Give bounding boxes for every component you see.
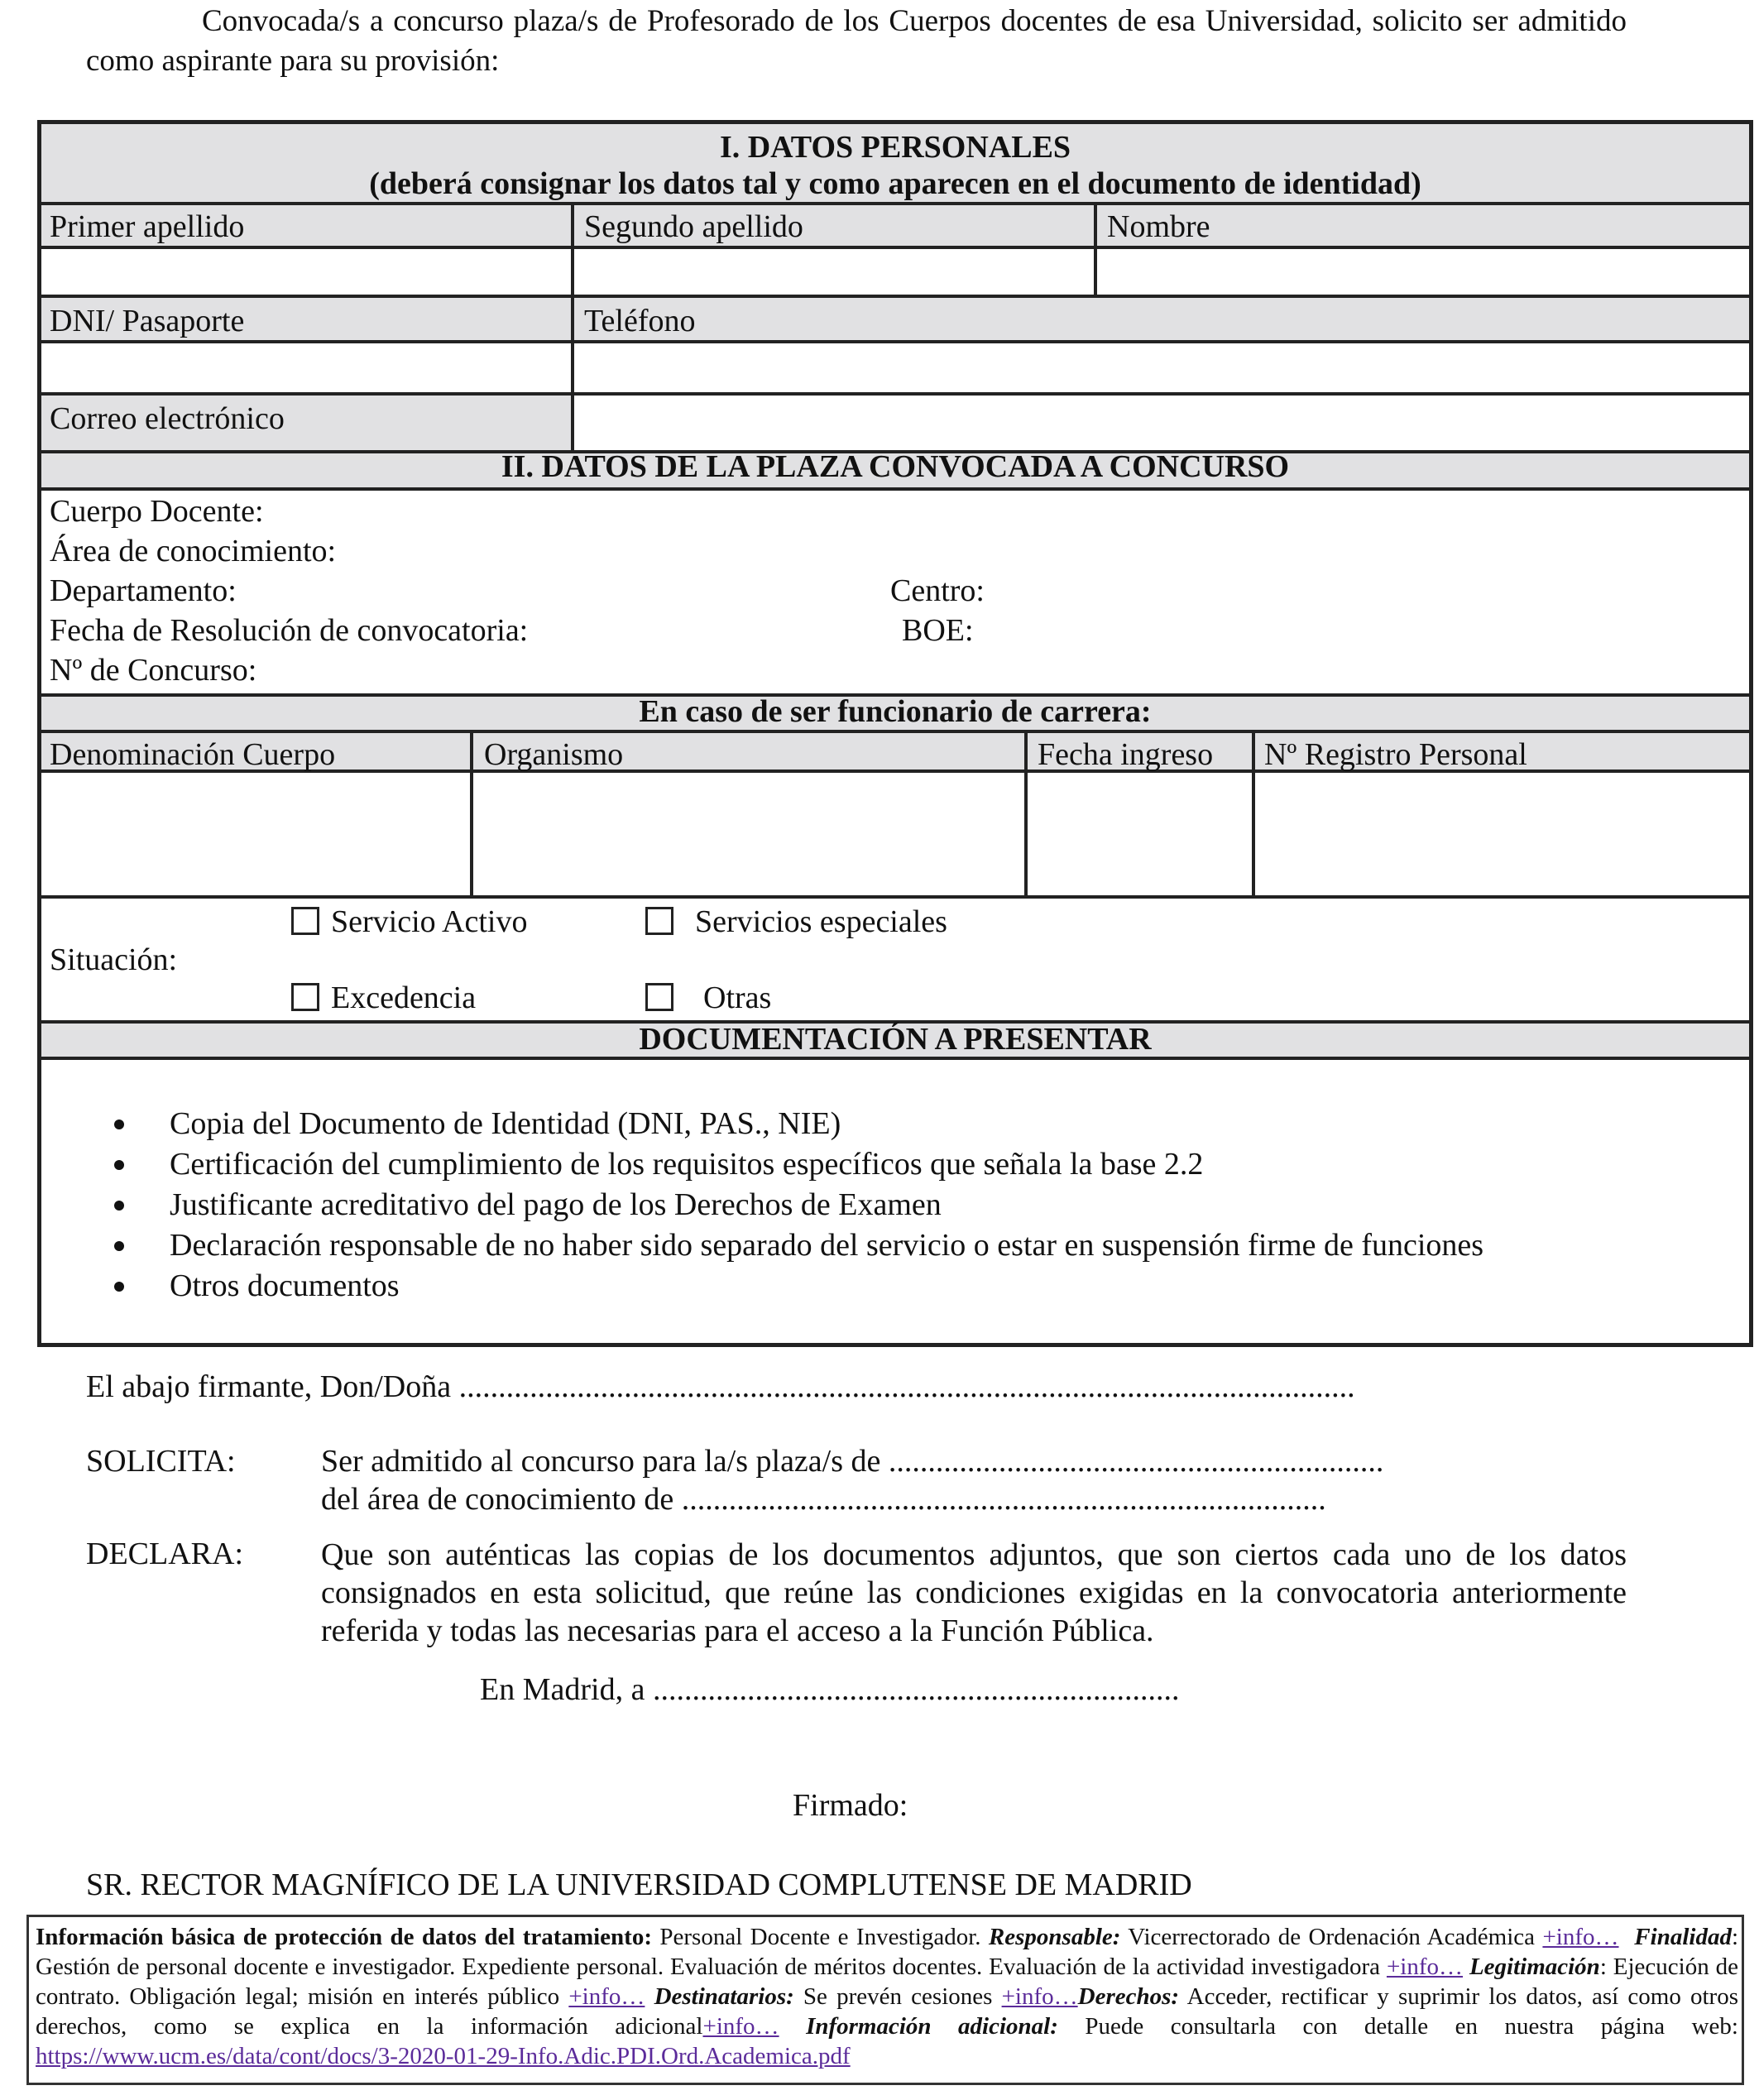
privacy-text-part: Puede consultarla con detalle en nuestra página web:	[1057, 2013, 1738, 2040]
label-telefono: Teléfono	[584, 304, 696, 338]
doc-item: Copia del Documento de Identidad (DNI, PAS., NIE)	[170, 1106, 841, 1141]
label-fecha-ingreso: Fecha ingreso	[1038, 737, 1214, 772]
en-madrid-line: En Madrid, a ...................................................................	[480, 1672, 1180, 1707]
otras-checkbox[interactable]	[645, 983, 673, 1011]
privacy-text	[36, 1922, 1738, 2071]
responsable-label: Responsable:	[988, 1924, 1121, 1950]
declara-label: DECLARA:	[86, 1537, 243, 1571]
nombre-field[interactable]	[1097, 248, 1749, 295]
privacy-text-part: : Gestión de personal docente e investigador. Expediente personal. Evaluación de méritos docentes. Evaluación de la actividad investigadora	[36, 1924, 1739, 1980]
servicio-activo-label: Servicio Activo	[331, 904, 528, 939]
segundo-apellido-field[interactable]	[574, 248, 1094, 295]
label-departamento: Departamento:	[50, 573, 237, 608]
application-form	[37, 120, 1753, 1347]
privacy-info-box	[26, 1915, 1744, 2085]
finalidad-label: Finalidad	[1634, 1924, 1732, 1950]
info-link[interactable]: +info…	[1542, 1924, 1619, 1950]
info-link[interactable]: +info…	[1386, 1954, 1464, 1980]
solicita-line-2: del área de conocimiento de ..................................................................................	[321, 1482, 1326, 1517]
label-area-conocimiento: Área de conocimiento:	[50, 534, 337, 568]
info-link[interactable]: +info…	[702, 2013, 779, 2040]
destinatarios-label: Destinatarios:	[654, 1983, 794, 2010]
fecha-ingreso-field[interactable]	[1028, 773, 1252, 895]
label-boe: BOE:	[902, 613, 974, 648]
excedencia-label: Excedencia	[331, 980, 477, 1015]
servicio-activo-checkbox[interactable]	[291, 907, 319, 935]
doc-item: Declaración responsable de no haber sido separado del servicio o estar en suspensión firme de funciones	[170, 1228, 1484, 1263]
section2-title: II. DATOS DE LA PLAZA CONVOCADA A CONCURSO	[501, 449, 1290, 484]
registro-personal-field[interactable]	[1255, 773, 1749, 895]
label-primer-apellido: Primer apellido	[50, 209, 245, 244]
firmante-line: El abajo firmante, Don/Doña ..................................................................................................................	[86, 1369, 1355, 1404]
bullet-icon	[114, 1282, 124, 1292]
solicita-label: SOLICITA:	[86, 1444, 236, 1479]
doc-item: Otros documentos	[170, 1268, 400, 1303]
excedencia-checkbox[interactable]	[291, 983, 319, 1011]
primer-apellido-field[interactable]	[41, 248, 571, 295]
privacy-text-part: Se prevén cesiones	[793, 1983, 1002, 2010]
section1-title: I. DATOS PERSONALES	[719, 130, 1071, 165]
label-nombre: Nombre	[1107, 209, 1210, 244]
bullet-icon	[114, 1160, 124, 1170]
documentacion-title: DOCUMENTACIÓN A PRESENTAR	[639, 1022, 1152, 1057]
privacy-text-part: Vicerrectorado de Ordenación Académica	[1120, 1924, 1543, 1950]
servicios-especiales-label: Servicios especiales	[695, 904, 947, 939]
label-numero-concurso: Nº de Concurso:	[50, 653, 257, 688]
telefono-field[interactable]	[574, 343, 1749, 392]
correo-field[interactable]	[574, 396, 1749, 450]
organismo-field[interactable]	[473, 773, 1024, 895]
bullet-icon	[114, 1241, 124, 1251]
intro-paragraph: Convocada/s a concurso plaza/s de Profesorado de los Cuerpos docentes de esa Universidad, solicito ser admitido como aspirante para su provisión:	[86, 4, 1627, 78]
firmado-label: Firmado:	[793, 1788, 908, 1823]
label-denominacion-cuerpo: Denominación Cuerpo	[50, 737, 336, 772]
doc-item: Justificante acreditativo del pago de los Derechos de Examen	[170, 1187, 942, 1222]
bullet-icon	[114, 1120, 124, 1129]
label-segundo-apellido: Segundo apellido	[584, 209, 803, 244]
label-registro-personal: Nº Registro Personal	[1264, 737, 1527, 772]
label-centro: Centro:	[890, 573, 985, 608]
bullet-icon	[114, 1201, 124, 1211]
label-correo: Correo electrónico	[50, 401, 285, 436]
label-cuerpo-docente: Cuerpo Docente:	[50, 494, 264, 529]
rector-addressee: SR. RECTOR MAGNÍFICO DE LA UNIVERSIDAD COMPLUTENSE DE MADRID	[86, 1867, 1192, 1902]
doc-item: Certificación del cumplimiento de los requisitos específicos que señala la base 2.2	[170, 1147, 1204, 1182]
declara-text: Que son auténticas las copias de los documentos adjuntos, que son ciertos cada uno de los datos consignados en esta solicitud, que reúne las condiciones exigidas en la convocatoria anteriormente referida y todas las necesarias para el acceso a la Función Pública.	[321, 1537, 1627, 1648]
privacy-text-part: : Ejecución de contrato. Obligación legal; misión en interés público	[36, 1954, 1738, 2010]
label-dni: DNI/ Pasaporte	[50, 304, 245, 338]
solicita-line-1: Ser admitido al concurso para la/s plaza/s de ...............................................................	[321, 1444, 1384, 1479]
label-organismo: Organismo	[484, 737, 624, 772]
info-link[interactable]: +info…	[568, 1983, 645, 2010]
section1-subtitle: (deberá consignar los datos tal y como aparecen en el documento de identidad)	[369, 166, 1421, 201]
label-fecha-resolucion: Fecha de Resolución de convocatoria:	[50, 613, 529, 648]
privacy-url-link[interactable]: https://www.ucm.es/data/cont/docs/3-2020-01-29-Info.Adic.PDI.Ord.Academica.pdf	[36, 2043, 851, 2069]
privacy-heading: Información básica de protección de datos del tratamiento:	[36, 1924, 652, 1950]
info-link[interactable]: +info…	[1001, 1983, 1078, 2010]
otras-label: Otras	[703, 980, 772, 1015]
legitimacion-label: Legitimación	[1469, 1954, 1600, 1980]
funcionario-title: En caso de ser funcionario de carrera:	[639, 694, 1152, 729]
servicios-especiales-checkbox[interactable]	[645, 907, 673, 935]
denominacion-cuerpo-field[interactable]	[41, 773, 470, 895]
derechos-label: Derechos:	[1077, 1983, 1180, 2010]
dni-field[interactable]	[41, 343, 571, 392]
label-situacion: Situación:	[50, 942, 178, 977]
informacion-adicional-label: Información adicional:	[806, 2013, 1058, 2040]
privacy-text-part: Acceder, rectificar y suprimir los datos, así como otros derechos, como se explica en la información adicional	[36, 1983, 1738, 2040]
privacy-text-part: Personal Docente e Investigador.	[652, 1924, 989, 1950]
